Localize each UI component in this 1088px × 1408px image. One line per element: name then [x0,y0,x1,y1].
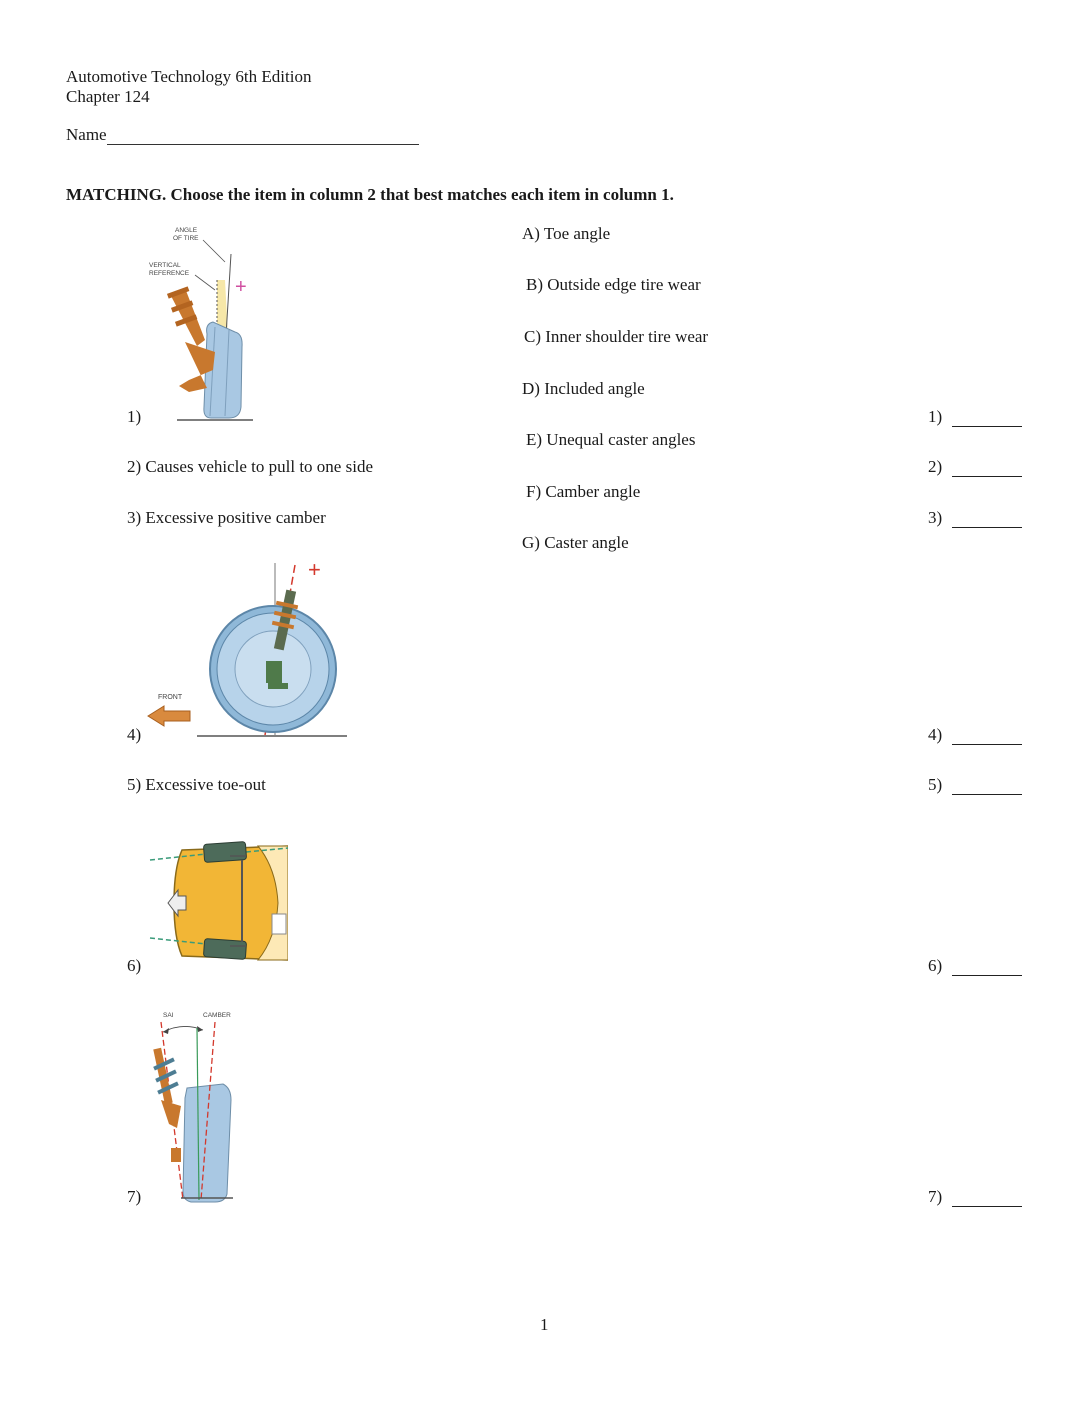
angle-of-tire-label-2: OF TIRE [173,235,199,242]
sai-label: SAI [163,1012,174,1019]
chapter-title: Chapter 124 [66,87,150,106]
option-b: B) Outside edge tire wear [526,275,701,294]
page-number: 1 [540,1315,549,1334]
question-1 [127,407,141,427]
included-angle-diagram [145,1008,245,1204]
option-c: C) Inner shoulder tire wear [524,327,709,346]
question-number: 7) [127,1187,142,1206]
question-text: Excessive toe-out [145,775,266,794]
vertical-reference-label-2: REFERENCE [149,270,190,277]
answer-3[interactable] [928,508,1022,528]
plus-label: + [235,276,247,298]
question-number: 2) [127,457,142,476]
option-e: E) Unequal caster angles [526,430,696,449]
question-number: 5) [127,775,142,794]
answer-blank[interactable] [952,782,1022,795]
name-line[interactable] [107,128,419,145]
caster-diagram [140,555,355,740]
answer-6[interactable] [928,956,1022,976]
answer-blank[interactable] [952,1194,1022,1207]
answer-blank[interactable] [952,732,1022,745]
question-number: 6) [127,956,142,975]
question-number: 3) [127,508,142,527]
question-6 [127,956,141,976]
answer-number: 3) [928,508,943,527]
name-field[interactable] [66,125,419,145]
answer-2[interactable] [928,457,1022,477]
question-number: 1) [127,407,142,426]
answer-1[interactable] [928,407,1022,427]
question-7 [127,1187,141,1207]
question-number: 4) [127,725,142,744]
instructions: MATCHING. Choose the item in column 2 that best matches each item in column 1. [66,185,674,204]
question-2 [127,457,373,477]
option-d: D) Included angle [522,379,645,398]
camber-label: CAMBER [203,1012,231,1019]
question-5 [127,775,266,795]
front-label: FRONT [158,694,183,701]
answer-number: 5) [928,775,943,794]
answer-number: 6) [928,956,943,975]
answer-number: 2) [928,457,943,476]
worksheet-header [66,67,311,107]
question-3 [127,508,326,528]
question-text: Excessive positive camber [145,508,326,527]
camber-diagram [145,222,265,424]
answer-4[interactable] [928,725,1022,745]
angle-of-tire-label-1: ANGLE [175,227,198,234]
answer-blank[interactable] [952,414,1022,427]
answer-number: 4) [928,725,943,744]
answer-blank[interactable] [952,515,1022,528]
name-label: Name [66,125,107,144]
plus-label: + [308,557,321,582]
toe-diagram [146,838,288,966]
answer-7[interactable] [928,1187,1022,1207]
answer-5[interactable] [928,775,1022,795]
answer-blank[interactable] [952,464,1022,477]
answer-blank[interactable] [952,963,1022,976]
option-a: A) Toe angle [522,224,611,243]
question-text: Causes vehicle to pull to one side [145,457,373,476]
book-title: Automotive Technology 6th Edition [66,67,312,86]
vertical-reference-label-1: VERTICAL [149,262,181,269]
answer-number: 1) [928,407,943,426]
answer-number: 7) [928,1187,943,1206]
option-f: F) Camber angle [526,482,641,501]
option-g: G) Caster angle [522,533,629,552]
